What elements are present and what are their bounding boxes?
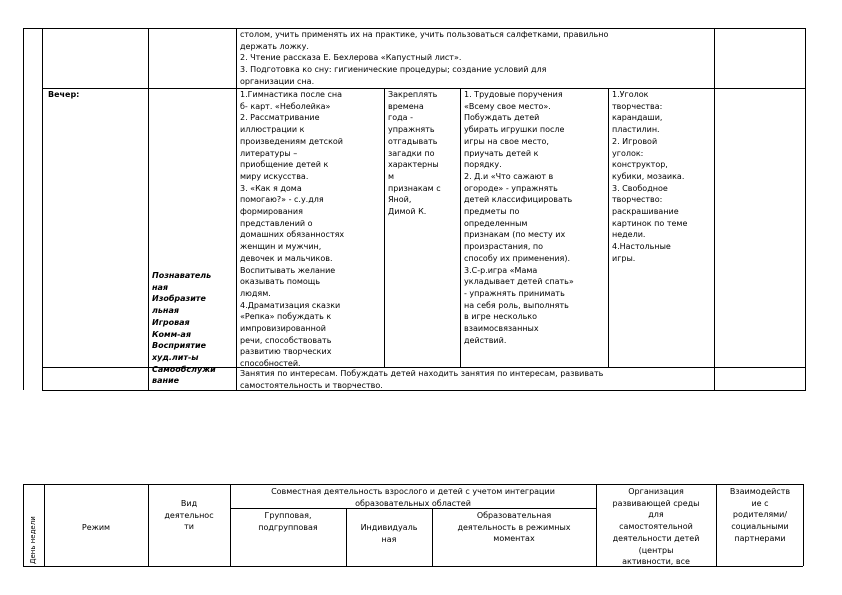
rule	[23, 484, 803, 485]
group-header: Групповая, подгрупповая	[258, 511, 318, 532]
rule	[148, 484, 149, 566]
regime-header: Режим	[81, 523, 111, 532]
interests-text: Занятия по интересам. Побуждать детей находить занятия по интересам, развивать самостоятельность и творчество.	[240, 369, 604, 390]
rule	[23, 566, 803, 567]
rule	[23, 28, 24, 390]
rule	[384, 88, 385, 367]
rule	[805, 28, 806, 390]
rule	[716, 484, 717, 566]
rule	[44, 484, 45, 566]
interaction-header: Взаимодейств ие с родителями/ социальными партнерами	[729, 487, 791, 543]
evening-label: Вечер:	[48, 90, 80, 99]
evening-group-activities: 1.Гимнастика после сна б- карт. «Неболейка» 2. Рассматривание иллюстрации к произведениям детской литературы – приобщение детей к миру искусства. 3. «Как я дома помогаю?» - с.у.для формирования представлений о домашних обязанностях женщин и мужчин, девочек и мальчиков. Воспитывать желание оказывать помощь людям. 4.Драматизация сказки «Репка» побуждать к импровизированной речи, способствовать развитию творческих способностей.	[240, 90, 345, 369]
individual-header: Индивидуаль ная	[360, 523, 418, 544]
evening-environment: 1.Уголок творчества: карандаши, пластилин. 2. Игровой уголок: конструктор, кубики, мозаика. 3. Свободное творчество: раскрашивание картинок по теме недели. 4.Настольные игры.	[612, 90, 688, 263]
rule	[23, 484, 24, 566]
rule	[230, 484, 231, 566]
morning-continuation-text: столом, учить применять их на практике, учить пользоваться салфетками, правильно держать ложку. 2. Чтение рассказа Е. Бехлерова «Капустный лист». 3. Подготовка ко сну: гигиенические процедуры; создание условий для организации сна.	[240, 30, 609, 86]
environment-header: Организация развивающей среды для самостоятельной деятельности детей (центры активности, все	[612, 487, 700, 566]
rule	[596, 484, 597, 566]
educational-routine-header: Образовательная деятельность в режимных моментах	[457, 511, 571, 544]
rule	[148, 28, 149, 390]
rule	[714, 28, 715, 390]
rule	[346, 508, 347, 566]
evening-individual-work: Закреплять времена года - упражнять отгадывать загадки по характерны м признакам с Яной, Димой К.	[388, 90, 441, 217]
activity-types-list: Познаватель ная Изобразите льная Игровая Комм-ая Восприятие худ.лит-ы Самообслужи вание	[152, 271, 216, 386]
rule	[432, 508, 433, 566]
day-of-week-header: День недели	[29, 516, 37, 564]
rule	[42, 28, 43, 390]
evening-routine-activities: 1. Трудовые поручения «Всему свое место». Побуждать детей убирать игрушки после игры на свое место, приучать детей к порядку. 2. Д.и «Что сажают в огороде» - упражнять детей классифицировать предметы по определенным признакам (по месту их произрастания, по способу их применения). 3.С-р.игра «Мама укладывает детей спать» - упражнять принимать на себя роль, выполнять в игре несколько взаимосвязанных действий.	[464, 90, 574, 345]
rule	[803, 484, 804, 566]
rule	[460, 88, 461, 367]
joint-activity-header: Совместная деятельность взрослого и детей с учетом интеграции образовательных областей	[271, 487, 555, 508]
rule	[608, 88, 609, 367]
activity-type-header: Вид деятельнос ти	[164, 499, 214, 532]
